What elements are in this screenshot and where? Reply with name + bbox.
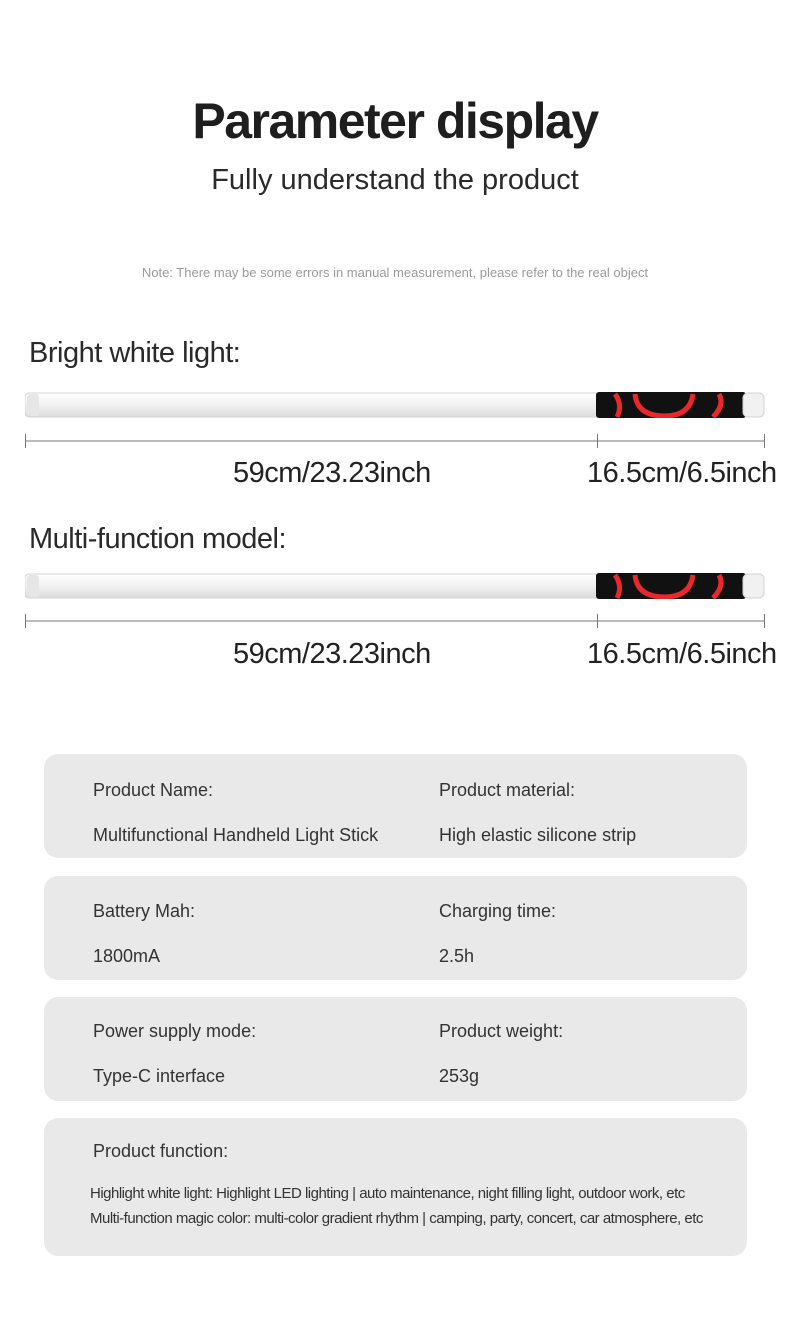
spec-label: Charging time: bbox=[439, 901, 557, 921]
dimension-line-white bbox=[25, 434, 765, 448]
page-title: Parameter display bbox=[192, 93, 598, 149]
light-stick-image-multifunction bbox=[25, 573, 765, 599]
measurement-note: Note: There may be some errors in manual measurement, please refer to the real object bbox=[141, 265, 649, 280]
tube-length-white: 59cm/23.23inch bbox=[233, 457, 431, 489]
spec-card-function bbox=[44, 1118, 747, 1256]
function-label: Product function: bbox=[93, 1141, 229, 1161]
spec-label: Product material: bbox=[439, 780, 576, 800]
spec-value: Type-C interface bbox=[93, 1066, 226, 1086]
spec-value: 253g bbox=[439, 1066, 480, 1086]
spec-value: High elastic silicone strip bbox=[439, 825, 637, 845]
model-label-white: Bright white light: bbox=[29, 337, 241, 369]
spec-card-power-weight bbox=[44, 997, 747, 1101]
model-label-multifunction: Multi-function model: bbox=[29, 523, 287, 555]
spec-label: Product weight: bbox=[439, 1021, 564, 1041]
light-stick-image-white bbox=[25, 392, 765, 418]
tube-length-multifunction: 59cm/23.23inch bbox=[233, 638, 431, 670]
page-subtitle: Fully understand the product bbox=[211, 164, 579, 196]
spec-value: 1800mA bbox=[93, 946, 161, 966]
spec-label: Battery Mah: bbox=[93, 901, 196, 921]
spec-card-name-material bbox=[44, 754, 747, 858]
spec-value: 2.5h bbox=[439, 946, 475, 966]
spec-value: Multifunctional Handheld Light Stick bbox=[93, 825, 379, 845]
function-line: Highlight white light: Highlight LED lighting | auto maintenance, night filling light, outdoor work, etc bbox=[90, 1185, 685, 1202]
dimension-line-multifunction bbox=[25, 614, 765, 628]
spec-card-battery-charging bbox=[44, 876, 747, 980]
spec-label: Product Name: bbox=[93, 780, 214, 800]
spec-label: Power supply mode: bbox=[93, 1021, 257, 1041]
handle-length-multifunction: 16.5cm/6.5inch bbox=[587, 638, 777, 670]
function-line: Multi-function magic color: multi-color gradient rhythm | camping, party, concert, car atmosphere, etc bbox=[90, 1210, 703, 1227]
handle-length-white: 16.5cm/6.5inch bbox=[587, 457, 777, 489]
